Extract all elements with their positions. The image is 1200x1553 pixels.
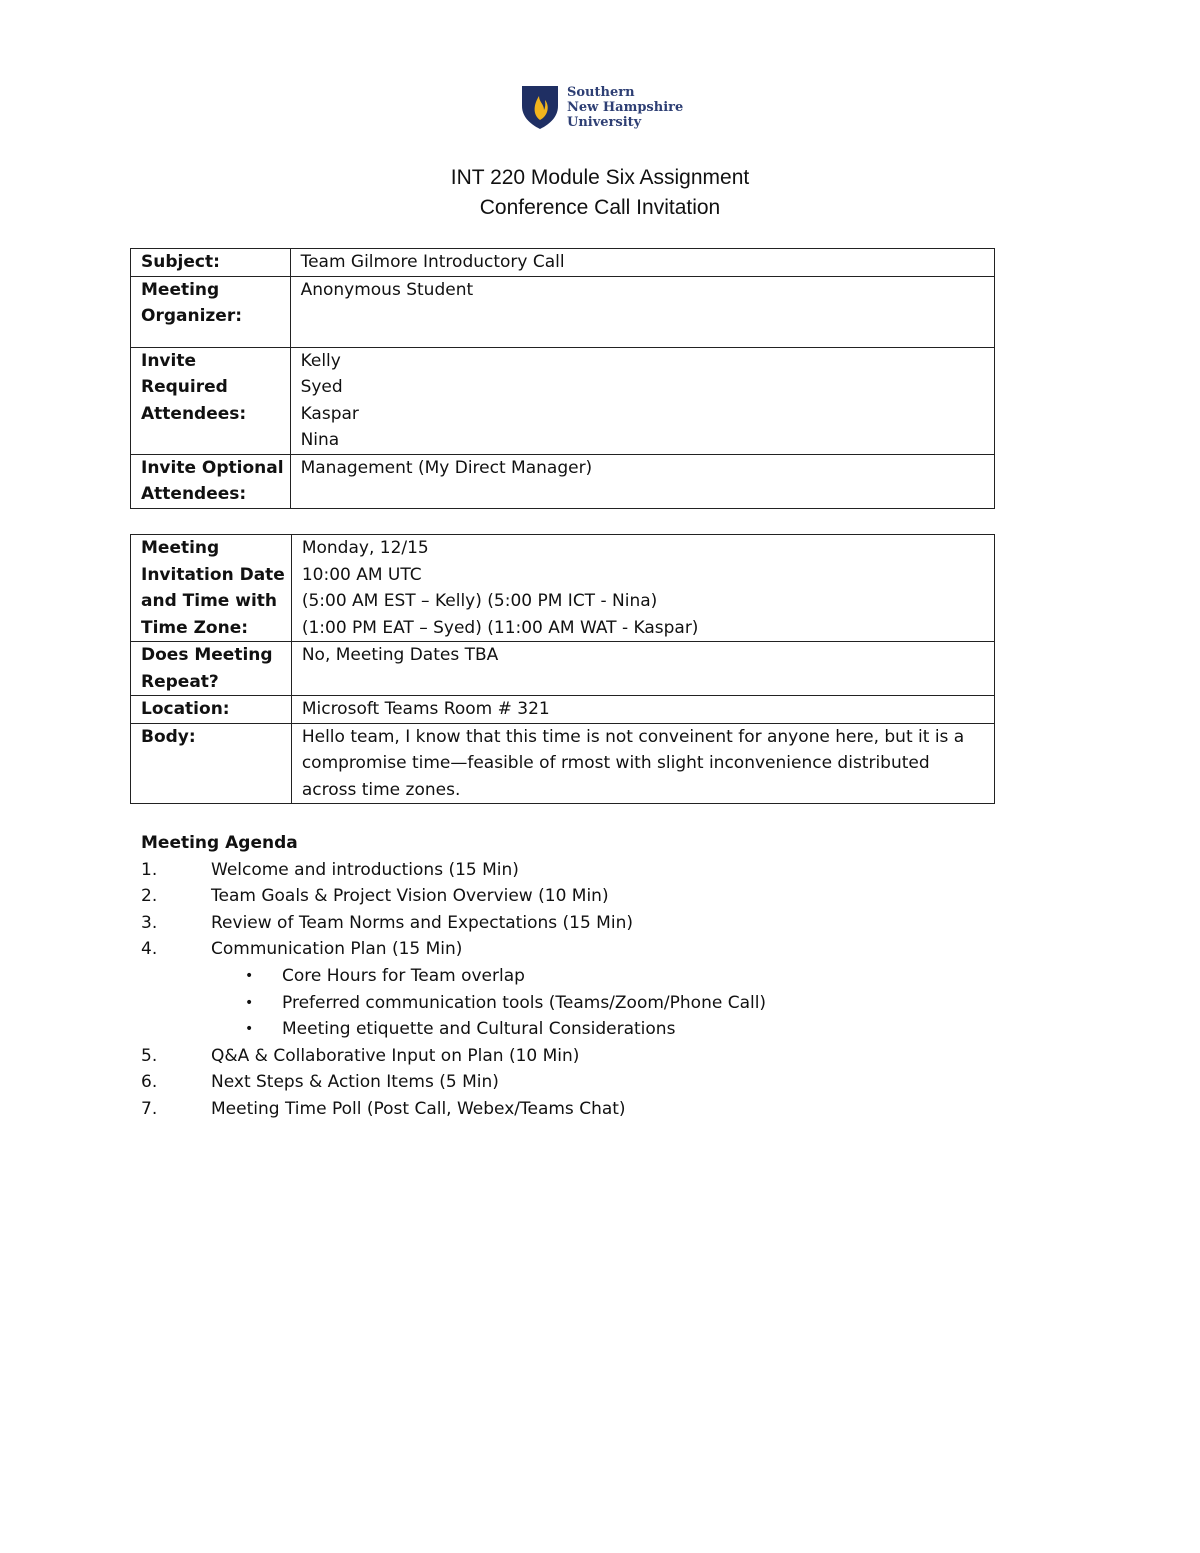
- table-row: [131, 276, 995, 347]
- shield-flame-icon: [520, 84, 560, 130]
- datetime-line: (5:00 AM EST – Kelly) (5:00 PM ICT - Nina): [301, 591, 658, 611]
- required-attendees-label: [131, 347, 291, 454]
- location-label: Location:: [131, 696, 292, 724]
- logo-line-3: University: [567, 115, 642, 130]
- table-row: [131, 347, 995, 454]
- meeting-schedule-table: [130, 534, 995, 804]
- repeat-label-line: Does Meeting: [141, 645, 273, 665]
- repeat-label: [131, 642, 292, 696]
- table-row: [131, 723, 995, 804]
- table-row: [131, 535, 995, 642]
- bullet-icon: •: [245, 994, 254, 1011]
- list-number: 2.: [141, 886, 158, 907]
- list-text: Q&A & Collaborative Input on Plan (10 Min): [211, 1045, 580, 1066]
- list-number: 3.: [141, 912, 158, 933]
- attendee-name: Syed: [300, 377, 343, 397]
- logo-wordmark: [567, 85, 683, 130]
- bullet-item: [141, 1016, 676, 1043]
- organizer-value: Anonymous Student: [290, 276, 994, 347]
- table-row: [131, 454, 995, 508]
- repeat-label-line: Repeat?: [141, 671, 219, 692]
- body-line: compromise time—feasible of rmost with slight inconvenience distributed: [301, 753, 930, 773]
- optional-label-line: Invite Optional: [141, 457, 284, 478]
- list-number: 4.: [141, 939, 158, 960]
- list-item: [141, 910, 633, 937]
- optional-label-line: Attendees:: [141, 484, 247, 504]
- bullet-text: Preferred communication tools (Teams/Zoom/Phone Call): [282, 992, 767, 1013]
- subject-value: Team Gilmore Introductory Call: [290, 249, 994, 277]
- organizer-label-line: Meeting: [141, 279, 220, 300]
- list-text: Welcome and introductions (15 Min): [211, 859, 519, 880]
- bullet-item: [141, 963, 525, 990]
- required-label-line: Attendees:: [141, 403, 247, 424]
- list-item: [141, 1069, 499, 1096]
- meeting-agenda: [141, 830, 767, 1123]
- location-value: Microsoft Teams Room # 321: [291, 696, 994, 724]
- datetime-line: 10:00 AM UTC: [301, 564, 422, 585]
- datetime-line: Monday, 12/15: [301, 538, 429, 558]
- datetime-label-line: Time Zone:: [141, 617, 249, 638]
- table-row: [131, 642, 995, 696]
- required-attendees-value: [290, 347, 994, 454]
- list-item: [141, 1043, 580, 1070]
- table-row: [131, 696, 995, 724]
- organizer-label: [131, 276, 291, 347]
- university-logo: [520, 84, 700, 132]
- datetime-label-line: Invitation Date: [141, 564, 285, 585]
- logo-line-2: New Hampshire: [567, 100, 684, 115]
- list-text: Review of Team Norms and Expectations (15 Min): [211, 912, 633, 933]
- list-number: 1.: [141, 859, 158, 880]
- list-text: Communication Plan (15 Min): [211, 939, 463, 960]
- document-subtitle: Conference Call Invitation: [479, 196, 721, 219]
- list-item: [141, 883, 609, 910]
- datetime-label-line: Meeting: [141, 538, 220, 558]
- document-title: INT 220 Module Six Assignment: [450, 166, 750, 189]
- list-number: 5.: [141, 1045, 158, 1066]
- attendee-name: Kaspar: [300, 403, 359, 424]
- body-line: across time zones.: [301, 779, 461, 800]
- bullet-icon: •: [245, 1021, 254, 1038]
- required-label-line: Invite: [141, 350, 196, 371]
- body-value: [291, 723, 994, 804]
- logo-line-1: Southern: [567, 85, 635, 100]
- organizer-label-line: Organizer:: [141, 306, 243, 326]
- optional-attendees-label: [131, 454, 291, 508]
- required-label-line: Required: [141, 377, 228, 397]
- attendee-name: Nina: [300, 430, 340, 450]
- repeat-value: No, Meeting Dates TBA: [291, 642, 994, 696]
- datetime-line: (1:00 PM EAT – Syed) (11:00 AM WAT - Kaspar): [301, 617, 699, 638]
- body-label: Body:: [131, 723, 292, 804]
- list-text: Next Steps & Action Items (5 Min): [211, 1072, 499, 1093]
- datetime-value: [291, 535, 994, 642]
- agenda-title: Meeting Agenda: [141, 833, 298, 853]
- invitation-details-table: [130, 248, 995, 509]
- list-text: Team Goals & Project Vision Overview (10 Min): [211, 886, 609, 907]
- bullet-item: [141, 990, 767, 1017]
- bullet-text: Core Hours for Team overlap: [282, 965, 525, 986]
- body-line: Hello team, I know that this time is not conveinent for anyone here, but it is a: [301, 726, 965, 747]
- attendee-name: Kelly: [300, 350, 341, 371]
- datetime-label-line: and Time with: [141, 591, 278, 611]
- list-text: Meeting Time Poll (Post Call, Webex/Teams Chat): [211, 1098, 626, 1119]
- bullet-text: Meeting etiquette and Cultural Considerations: [282, 1019, 676, 1040]
- subject-label: Subject:: [131, 249, 291, 277]
- list-number: 6.: [141, 1072, 158, 1093]
- list-item: [141, 936, 463, 963]
- list-item: [141, 857, 519, 884]
- bullet-icon: •: [245, 967, 254, 984]
- table-row: [131, 249, 995, 277]
- list-number: 7.: [141, 1098, 158, 1119]
- list-item: [141, 1096, 626, 1123]
- optional-attendees-value: Management (My Direct Manager): [290, 454, 994, 508]
- datetime-label: [131, 535, 292, 642]
